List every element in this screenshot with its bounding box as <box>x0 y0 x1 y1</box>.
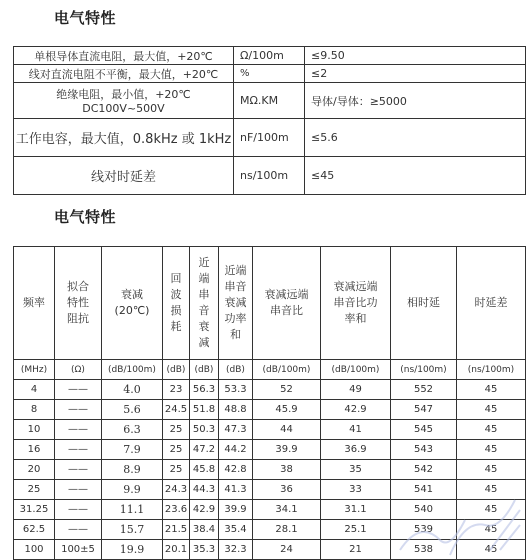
header-line: 近 <box>198 256 210 269</box>
cell-skew: 45 <box>457 500 526 520</box>
cell-acr: 36 <box>253 480 321 500</box>
cell-psacr: 41 <box>321 420 391 440</box>
header-frequency: 频率 <box>14 247 55 360</box>
spec-unit: % <box>234 65 305 83</box>
header-return-loss <box>163 247 190 360</box>
cell-skew: 45 <box>457 380 526 400</box>
header-line: 回 <box>170 272 182 285</box>
cell-next: 42.9 <box>190 500 219 520</box>
spec-value: ≤5.6 <box>305 119 526 157</box>
cell-next: 51.8 <box>190 400 219 420</box>
header-line: 和 <box>230 328 241 341</box>
header-line: 率和 <box>344 312 367 325</box>
cell-impedance: —— <box>55 460 102 480</box>
cell-attenuation: 6.3 <box>102 420 163 440</box>
table-row <box>14 420 526 440</box>
cell-return-loss: 24.5 <box>163 400 190 420</box>
cell-return-loss: 24.3 <box>163 480 190 500</box>
cell-delay: 540 <box>391 500 457 520</box>
section-title-electrical-2: 电气特性 <box>54 208 117 226</box>
cell-impedance: —— <box>55 380 102 400</box>
cell-skew: 45 <box>457 440 526 460</box>
header-line: 损 <box>170 304 182 317</box>
cell-freq: 4 <box>14 380 55 400</box>
header-psnext <box>219 247 253 360</box>
spec-param: 线对直流电阻不平衡，最大值，+20℃ <box>14 65 234 83</box>
cell-psacr: 21 <box>321 540 391 560</box>
cell-return-loss: 23.6 <box>163 500 190 520</box>
cell-psnext: 48.8 <box>219 400 253 420</box>
cell-impedance: —— <box>55 440 102 460</box>
section-title-electrical: 电气特性 <box>54 9 117 27</box>
cell-return-loss: 25 <box>163 460 190 480</box>
header-next <box>190 247 219 360</box>
cell-psacr: 25.1 <box>321 520 391 540</box>
unit-cell: (ns/100m) <box>457 360 526 380</box>
cell-psnext: 32.3 <box>219 540 253 560</box>
table-row <box>14 460 526 480</box>
cell-attenuation: 7.9 <box>102 440 163 460</box>
cell-impedance: —— <box>55 480 102 500</box>
unit-cell: (dB) <box>190 360 219 380</box>
header-line: 近端 <box>224 264 247 277</box>
cell-psacr: 31.1 <box>321 500 391 520</box>
table-row <box>14 380 526 400</box>
cell-psnext: 53.3 <box>219 380 253 400</box>
cell-impedance: 100±5 <box>55 540 102 560</box>
electrical-spec-table <box>13 46 526 195</box>
unit-cell: (Ω) <box>55 360 102 380</box>
cell-freq: 100 <box>14 540 55 560</box>
spec-param: 线对时延差 <box>14 157 234 195</box>
cell-freq: 16 <box>14 440 55 460</box>
cell-acr: 24 <box>253 540 321 560</box>
unit-cell: (dB) <box>163 360 190 380</box>
header-line: 波 <box>170 288 182 301</box>
header-attenuation <box>102 247 163 360</box>
header-line: 衰减 <box>121 288 143 301</box>
unit-cell: (dB) <box>219 360 253 380</box>
spec-param: 工作电容，最大值，0.8kHz 或 1kHz <box>14 119 234 157</box>
header-line: 功率 <box>224 312 247 325</box>
cell-psnext: 39.9 <box>219 500 253 520</box>
cell-acr: 34.1 <box>253 500 321 520</box>
cell-next: 45.8 <box>190 460 219 480</box>
cell-return-loss: 23 <box>163 380 190 400</box>
header-psacr <box>321 247 391 360</box>
cell-next: 44.3 <box>190 480 219 500</box>
header-line: 衰减远端 <box>333 280 378 293</box>
spec-unit: ns/100m <box>234 157 305 195</box>
cell-delay: 541 <box>391 480 457 500</box>
cell-skew: 45 <box>457 540 526 560</box>
cell-impedance: —— <box>55 400 102 420</box>
spec-param: 单根导体直流电阻，最大值，+20℃ <box>14 47 234 65</box>
cell-acr: 38 <box>253 460 321 480</box>
cell-return-loss: 25 <box>163 440 190 460</box>
cell-delay: 539 <box>391 520 457 540</box>
cell-freq: 10 <box>14 420 55 440</box>
cell-psnext: 41.3 <box>219 480 253 500</box>
cell-delay: 543 <box>391 440 457 460</box>
header-delay: 相时延 <box>391 247 457 360</box>
spec-unit: nF/100m <box>234 119 305 157</box>
cell-return-loss: 20.1 <box>163 540 190 560</box>
spec-param-line: 绝缘电阻，最小值，+20℃ <box>56 88 191 101</box>
cell-psacr: 35 <box>321 460 391 480</box>
cell-impedance: —— <box>55 520 102 540</box>
cell-acr: 39.9 <box>253 440 321 460</box>
header-line: 耗 <box>170 320 182 333</box>
cell-acr: 44 <box>253 420 321 440</box>
cell-attenuation: 19.9 <box>102 540 163 560</box>
spec-value: ≤2 <box>305 65 526 83</box>
spec-row <box>14 119 526 157</box>
cell-delay: 542 <box>391 460 457 480</box>
header-line: 衰 <box>198 320 210 333</box>
spec-unit: Ω/100m <box>234 47 305 65</box>
spec-row <box>14 83 526 119</box>
cell-psacr: 42.9 <box>321 400 391 420</box>
cell-psnext: 44.2 <box>219 440 253 460</box>
header-line: 特性 <box>67 296 89 309</box>
header-line: 串音比功 <box>333 296 378 309</box>
cell-attenuation: 11.1 <box>102 500 163 520</box>
cell-attenuation: 4.0 <box>102 380 163 400</box>
spec-value: ≤9.50 <box>305 47 526 65</box>
header-line: (20℃) <box>114 304 150 317</box>
cell-skew: 45 <box>457 400 526 420</box>
cell-attenuation: 15.7 <box>102 520 163 540</box>
header-line: 衰减 <box>224 296 247 309</box>
spec-param-line: DC100V~500V <box>82 102 165 115</box>
cell-attenuation: 9.9 <box>102 480 163 500</box>
cell-skew: 45 <box>457 520 526 540</box>
unit-cell: (dB/100m) <box>102 360 163 380</box>
cell-psacr: 33 <box>321 480 391 500</box>
cell-attenuation: 8.9 <box>102 460 163 480</box>
header-line: 阻抗 <box>67 312 89 325</box>
header-line: 减 <box>198 336 210 349</box>
cell-return-loss: 25 <box>163 420 190 440</box>
spec-value: ≤45 <box>305 157 526 195</box>
cell-acr: 45.9 <box>253 400 321 420</box>
cell-next: 56.3 <box>190 380 219 400</box>
spec-param <box>14 83 234 119</box>
data-rows <box>14 380 526 560</box>
cell-next: 50.3 <box>190 420 219 440</box>
table-header-row <box>14 247 526 360</box>
table-row <box>14 400 526 420</box>
cell-next: 47.2 <box>190 440 219 460</box>
header-line: 串音 <box>224 280 247 293</box>
cell-impedance: —— <box>55 420 102 440</box>
units-row <box>14 360 526 380</box>
spec-row <box>14 47 526 65</box>
cell-return-loss: 21.5 <box>163 520 190 540</box>
cell-skew: 45 <box>457 460 526 480</box>
cell-delay: 547 <box>391 400 457 420</box>
cell-freq: 20 <box>14 460 55 480</box>
table-row <box>14 500 526 520</box>
header-impedance <box>55 247 102 360</box>
cell-psacr: 36.9 <box>321 440 391 460</box>
cell-attenuation: 5.6 <box>102 400 163 420</box>
cell-skew: 45 <box>457 480 526 500</box>
cell-freq: 62.5 <box>14 520 55 540</box>
table-row <box>14 520 526 540</box>
cell-freq: 25 <box>14 480 55 500</box>
cell-freq: 8 <box>14 400 55 420</box>
cell-delay: 552 <box>391 380 457 400</box>
cell-psacr: 49 <box>321 380 391 400</box>
spec-unit: MΩ.KM <box>234 83 305 119</box>
header-skew: 时延差 <box>457 247 526 360</box>
unit-cell: (MHz) <box>14 360 55 380</box>
cell-delay: 545 <box>391 420 457 440</box>
cell-psnext: 35.4 <box>219 520 253 540</box>
unit-cell: (dB/100m) <box>321 360 391 380</box>
table-row <box>14 480 526 500</box>
cell-next: 38.4 <box>190 520 219 540</box>
cell-acr: 52 <box>253 380 321 400</box>
unit-cell: (dB/100m) <box>253 360 321 380</box>
cell-psnext: 42.8 <box>219 460 253 480</box>
cell-psnext: 47.3 <box>219 420 253 440</box>
table-row <box>14 440 526 460</box>
header-line: 拟合 <box>67 280 89 293</box>
cell-acr: 28.1 <box>253 520 321 540</box>
header-line: 端 <box>198 272 210 285</box>
header-line: 衰减远端 <box>264 288 309 301</box>
cell-skew: 45 <box>457 420 526 440</box>
spec-row <box>14 157 526 195</box>
frequency-performance-table <box>13 246 526 560</box>
cell-impedance: —— <box>55 500 102 520</box>
cell-next: 35.3 <box>190 540 219 560</box>
header-line: 音 <box>198 304 210 317</box>
spec-row <box>14 65 526 83</box>
cell-delay: 538 <box>391 540 457 560</box>
cell-freq: 31.25 <box>14 500 55 520</box>
spec-value: 导体/导体：≥5000 <box>305 83 526 119</box>
unit-cell: (ns/100m) <box>391 360 457 380</box>
header-line: 串音比 <box>270 304 303 317</box>
header-acr <box>253 247 321 360</box>
header-line: 串 <box>198 288 210 301</box>
